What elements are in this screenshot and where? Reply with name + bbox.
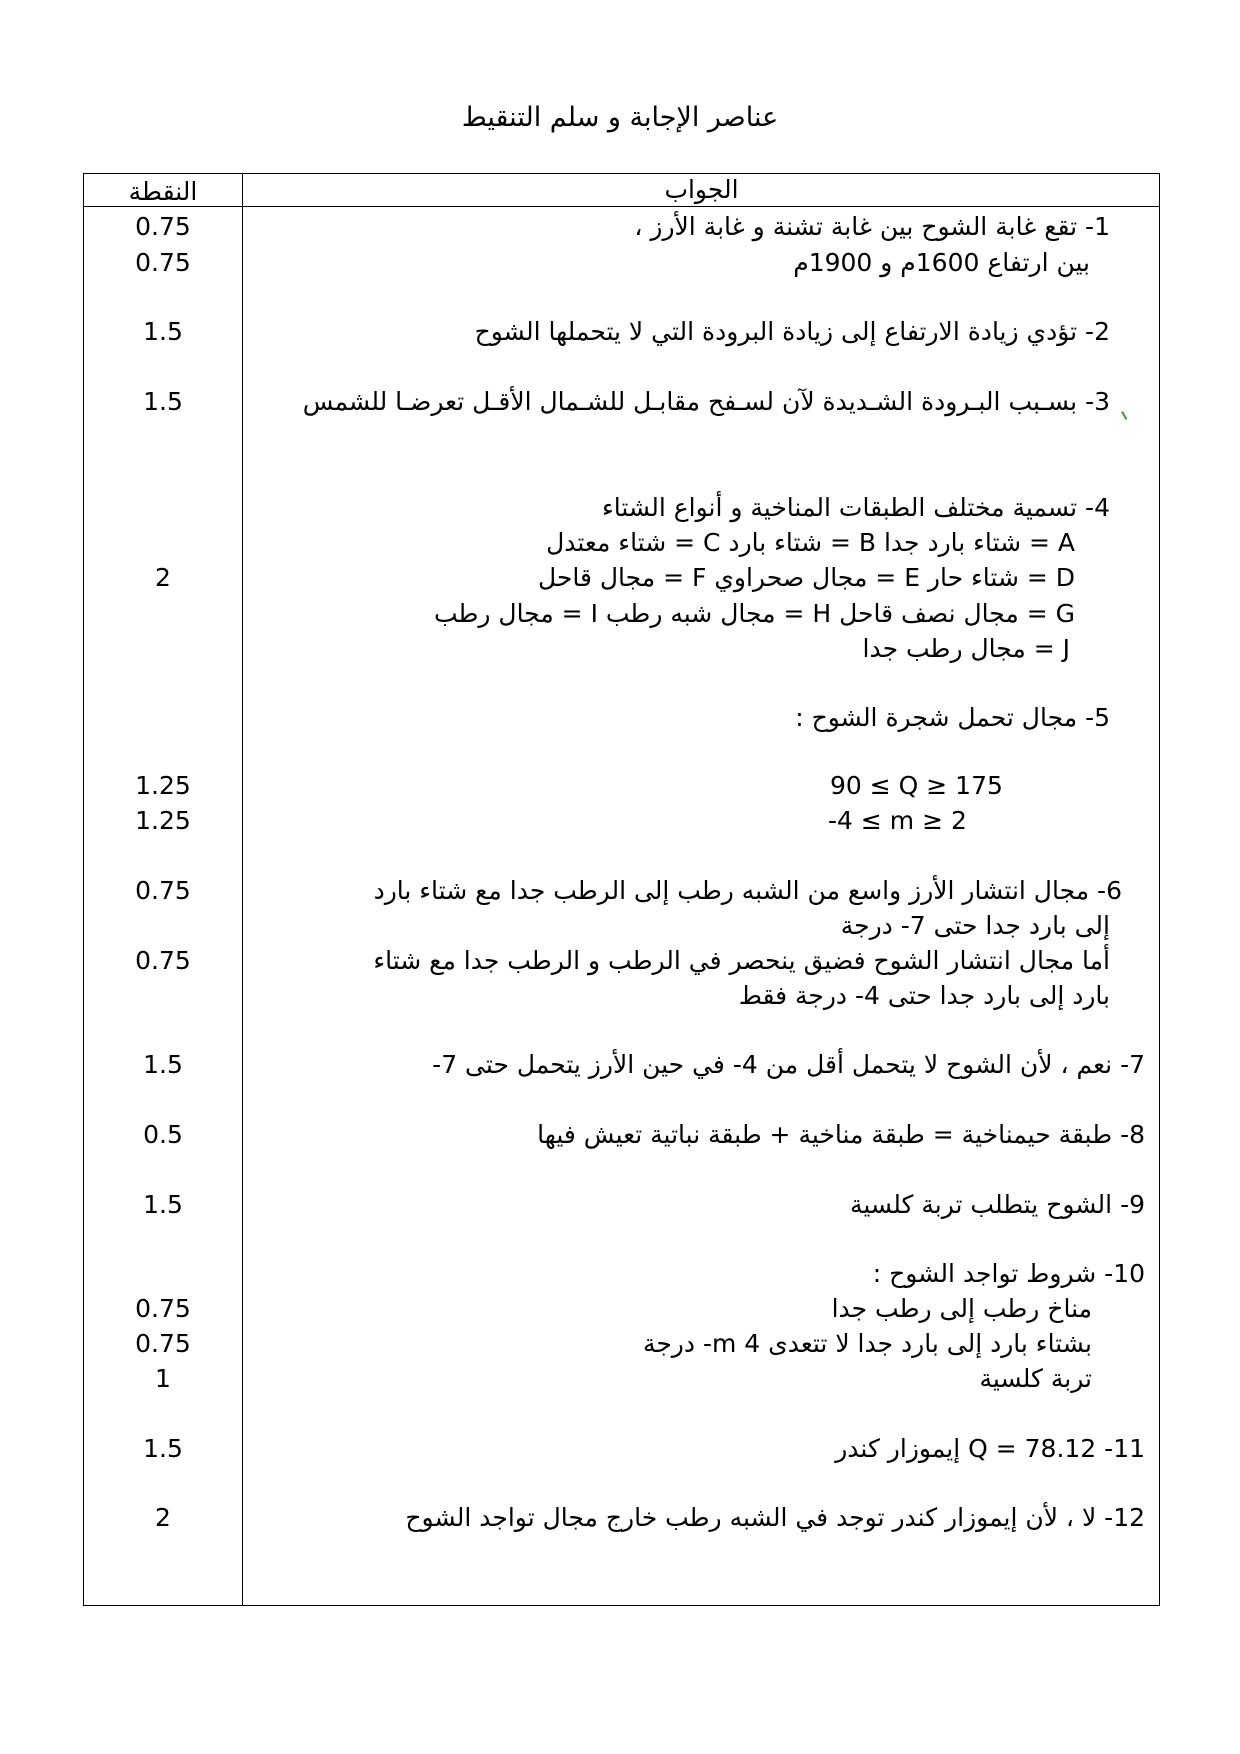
answer-q4-row2: D = شتاء حار E = مجال صحراوي F = مجال قاحل	[537, 563, 1075, 592]
score-q3: 1.5	[143, 387, 183, 416]
answer-q6-line3: أما مجال انتشار الشوح فضيق ينحصر في الرطب و الرطب جدا مع شتاء	[373, 946, 1110, 975]
answer-q4-row1: A = شتاء بارد جدا B = شتاء بارد C = شتاء معتدل	[546, 528, 1075, 557]
answer-q8: 8- طبقة حيمناخية = طبقة مناخية + طبقة نباتية تعيش فيها	[537, 1120, 1145, 1149]
answer-q10-line3: تربة كلسية	[979, 1364, 1092, 1393]
answer-q3: 3- بسـبب البـرودة الشـديدة لآن لسـفح مقابـل للشـمال الأقـل تعرضـا للشمس	[302, 387, 1110, 416]
score-q5a: 1.25	[135, 771, 191, 800]
answer-q9: 9- الشوح يتطلب تربة كلسية	[849, 1190, 1145, 1219]
score-q1a: 0.75	[135, 212, 191, 241]
answer-q4-title: 4- تسمية مختلف الطبقات المناخية و أنواع الشتاء	[602, 493, 1110, 522]
score-q2: 1.5	[143, 317, 183, 346]
answer-q10-line1: مناخ رطب إلى رطب جدا	[831, 1294, 1092, 1323]
answer-q4-row3: G = مجال نصف قاحل H = مجال شبه رطب I = مجال رطب	[433, 599, 1075, 628]
answer-q11: 11- Q = 78.12 إيموزار كندر	[835, 1434, 1145, 1463]
score-q9: 1.5	[143, 1190, 183, 1219]
score-q6a: 0.75	[135, 876, 191, 905]
answer-q5-title: 5- مجال تحمل شجرة الشوح :	[795, 703, 1110, 732]
score-q5b: 1.25	[135, 806, 191, 835]
answer-q7: 7- نعم ، لأن الشوح لا يتحمل أقل من 4- في حين الأرز يتحمل حتى 7-	[432, 1050, 1145, 1079]
answer-q6-line1: 6- مجال انتشار الأرز واسع من الشبه رطب إلى الرطب جدا مع شتاء بارد	[373, 876, 1122, 905]
table-header-divider	[83, 206, 1160, 207]
answer-q10-line2: بشتاء بارد إلى بارد جدا لا تتعدى m 4- درجة	[642, 1329, 1092, 1358]
answer-q4-row4: J = مجال رطب جدا	[862, 634, 1070, 663]
score-q7: 1.5	[143, 1050, 183, 1079]
answer-q10-title: 10- شروط تواجد الشوح :	[872, 1259, 1145, 1288]
answer-column-header: الجواب	[664, 175, 739, 204]
answer-q1-line1: 1- تقع غابة الشوح بين غابة تشنة و غابة الأرز ،	[634, 212, 1110, 241]
answer-q5-line1: 90 ≤ Q ≥ 175	[830, 771, 1003, 800]
score-q1b: 0.75	[135, 248, 191, 277]
answer-q6-line2: إلى بارد جدا حتى 7- درجة	[840, 911, 1110, 940]
score-q10c: 1	[155, 1364, 171, 1393]
score-q11: 1.5	[143, 1434, 183, 1463]
score-column-header: النقطة	[128, 177, 198, 206]
score-q10b: 0.75	[135, 1329, 191, 1358]
answer-q12: 12- لا ، لأن إيموزار كندر توجد في الشبه رطب خارج مجال تواجد الشوح	[405, 1503, 1145, 1532]
score-q6b: 0.75	[135, 946, 191, 975]
answer-q6-line4: بارد إلى بارد جدا حتى 4- درجة فقط	[738, 981, 1110, 1010]
score-q8: 0.5	[143, 1120, 183, 1149]
page-title: عناصر الإجابة و سلم التنقيط	[461, 102, 779, 133]
answer-q5-line2: -4 ≤ m ≥ 2	[828, 806, 967, 835]
score-q10a: 0.75	[135, 1294, 191, 1323]
answer-q2: 2- تؤدي زيادة الارتفاع إلى زيادة البرودة التي لا يتحملها الشوح	[474, 317, 1110, 346]
score-q4: 2	[155, 563, 171, 592]
score-q12: 2	[155, 1503, 171, 1532]
answer-q1-line2: بين ارتفاع 1600م و 1900م	[793, 248, 1090, 277]
